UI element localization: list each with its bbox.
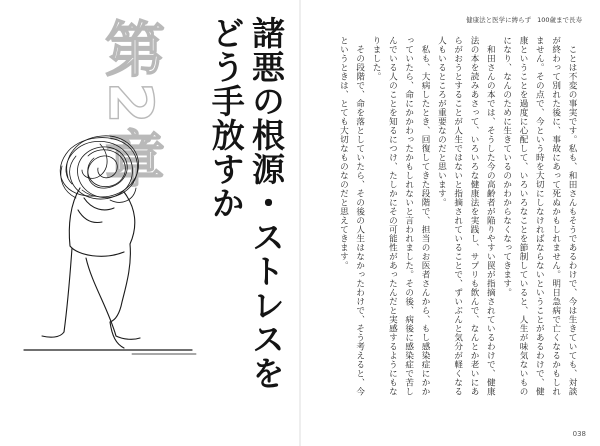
person-figure bbox=[42, 188, 140, 348]
page-number: 038 bbox=[572, 430, 586, 438]
body-text bbox=[318, 36, 580, 402]
paragraph: 私も、大病したとき、回復してきた段階で、担当のお医者さんから、もし感染症にかかっていたら、命にかかわったかもしれないと言われました。その後、病後に感染症で苦しんでいる人のことを知るにつけ、たしかにその可能性があったんだと実感するようにもなりました。 bbox=[371, 36, 431, 396]
right-page bbox=[300, 0, 600, 446]
chapter-title-line-1: 諸悪の根源・ストレスを bbox=[247, 16, 286, 390]
running-head-number: 100歳まで長寿 bbox=[537, 16, 582, 24]
paragraph: ことは不変の事実です。私も、和田さんもそうであるわけで、今は生きていても、対談が終わって別れた後に、事故にあって死ぬかもしれません。明日急病で亡くなるかもしれません。その点で、今という時を大切にしなければならないということがあるわけで、健康ということを過度に心配して、いろいろなことを節制していると、人生が味気ないものになり、なんのために生きているのかわからなくなってきます。 bbox=[501, 36, 577, 396]
tangled-scribble bbox=[60, 136, 138, 203]
running-head-title: 健康法と医学に縛らず bbox=[466, 16, 532, 24]
chapter-title-line-2: どう手放すか bbox=[206, 16, 246, 220]
running-head bbox=[466, 15, 582, 24]
paragraph: 和田さんの本では、そうした今の高齢者が陥りやすい罠が指摘されているわけで、健康法の本を読みあさって、いろいろな健康法を実践し、サプリも飲んで、なんとか老いにあらがおうとすることが人生ではないと指摘されていることで、ずいぶんと気分が軽くなる人もいるところが重要なのだと思います。 bbox=[436, 36, 496, 396]
chapter-number: 第2章 bbox=[95, 18, 165, 192]
stressed-person-illustration bbox=[12, 126, 202, 376]
paragraph: その段階で、命を落としていたら、その後の人生はなかったわけで、そう考えると、今というときは、とても大切なものなのだと思えてきます。 bbox=[338, 36, 365, 396]
chapter-title bbox=[206, 16, 287, 390]
